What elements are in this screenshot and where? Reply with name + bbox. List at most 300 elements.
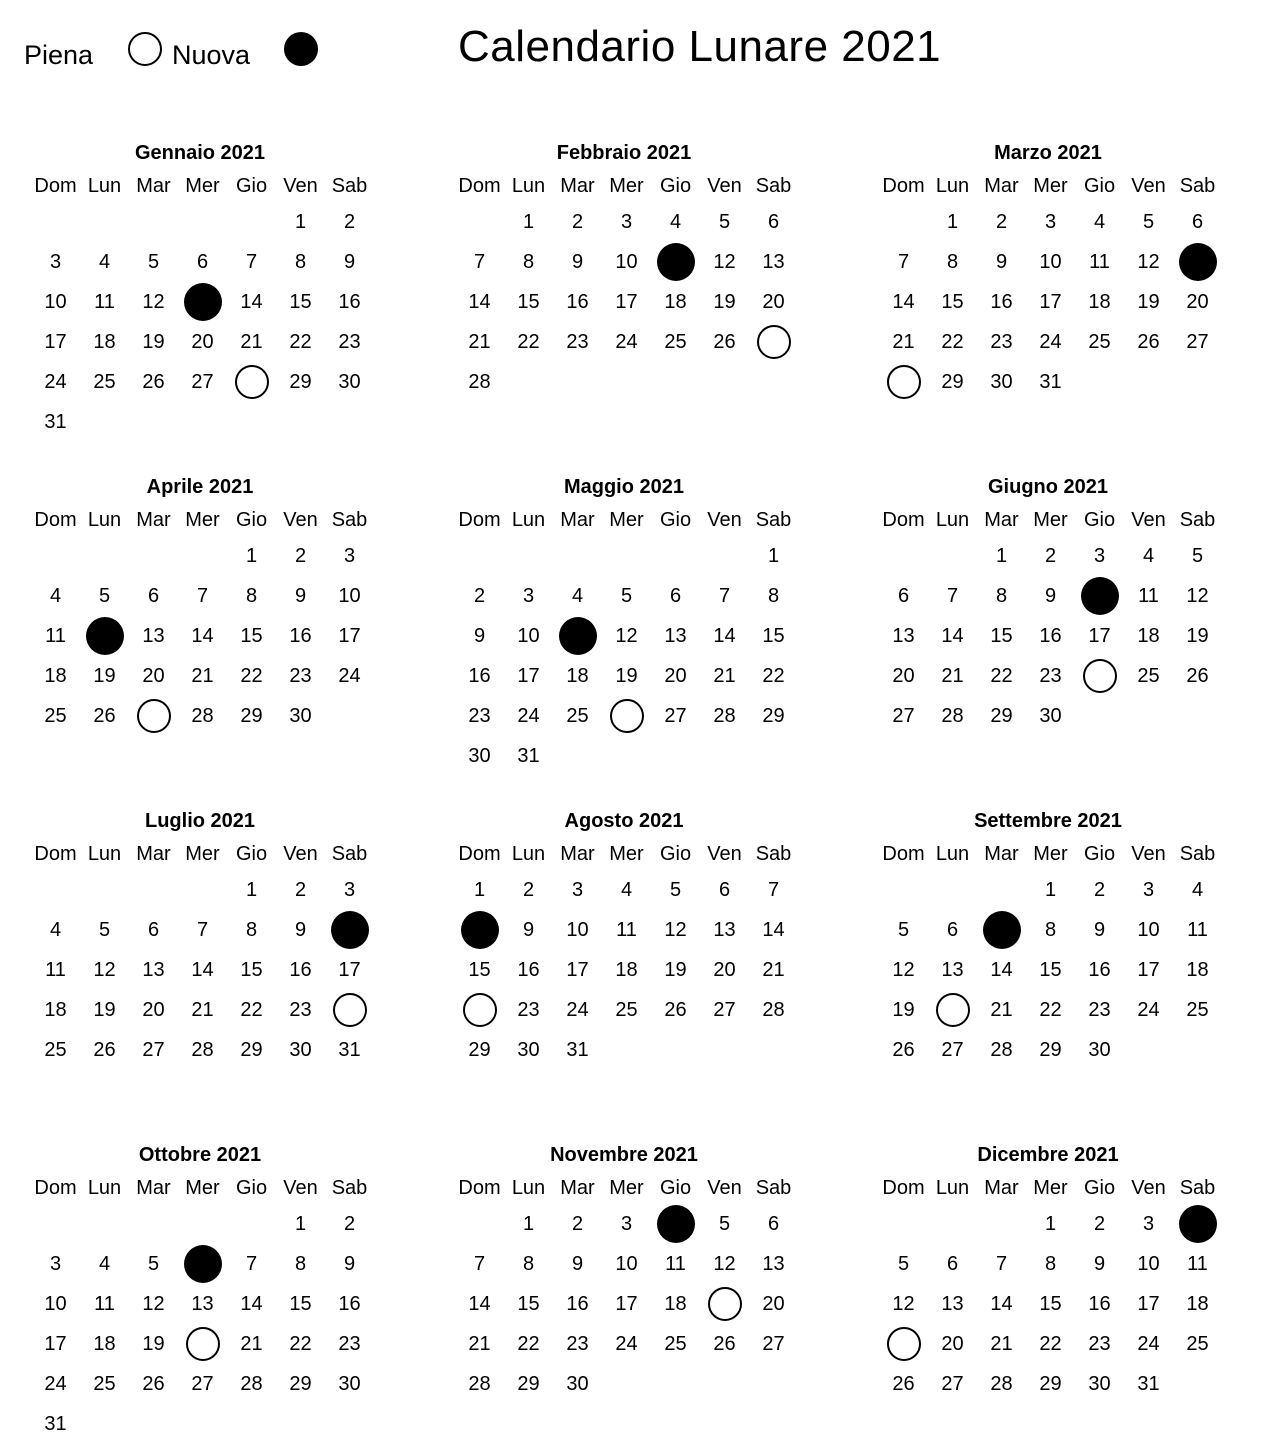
day-cell: 18 xyxy=(93,330,116,353)
weekday-header: Mar xyxy=(560,175,595,197)
day-cell: 1 xyxy=(522,1212,535,1235)
day-cell: 8 xyxy=(245,918,258,941)
weekday-header: Mer xyxy=(609,175,644,197)
day-cell: 10 xyxy=(1039,250,1062,273)
empty-day-cell xyxy=(880,1204,927,1244)
day-cell: 22 xyxy=(240,998,263,1021)
day-cell: 4 xyxy=(49,918,62,941)
day-cell: 12 xyxy=(664,918,687,941)
weekday-header: Ven xyxy=(283,175,318,197)
day-cell: 2 xyxy=(343,210,356,233)
day-cell: 9 xyxy=(294,918,307,941)
weekday-header: Mar xyxy=(560,1177,595,1199)
weekday-header: Sab xyxy=(331,1177,368,1199)
weekday-header: Sab xyxy=(331,509,368,531)
day-cell: 24 xyxy=(44,1372,67,1395)
day-cell: 16 xyxy=(1088,1292,1111,1315)
day-cell: 1 xyxy=(767,544,780,567)
day-cell: 30 xyxy=(517,1038,540,1061)
day-cell: 7 xyxy=(245,250,258,273)
day-cell: 14 xyxy=(191,958,214,981)
day-cell: 26 xyxy=(142,1372,165,1395)
day-cell: 31 xyxy=(338,1038,361,1061)
day-cell: 13 xyxy=(664,624,687,647)
day-cell: 17 xyxy=(1137,958,1160,981)
day-cell: 9 xyxy=(995,250,1008,273)
day-cell: 27 xyxy=(1186,330,1209,353)
weekday-header: Mar xyxy=(560,843,595,865)
day-cell: 26 xyxy=(892,1372,915,1395)
day-cell: 5 xyxy=(718,210,731,233)
day-cell-full-moon xyxy=(880,362,927,402)
day-cell: 16 xyxy=(517,958,540,981)
day-cell: 13 xyxy=(191,1292,214,1315)
day-cell: 3 xyxy=(620,1212,633,1235)
day-cell: 27 xyxy=(142,1038,165,1061)
day-cell: 12 xyxy=(93,958,116,981)
empty-day-cell xyxy=(179,536,226,576)
day-cell: 17 xyxy=(1137,1292,1160,1315)
day-cell: 1 xyxy=(1044,878,1057,901)
full-moon-icon xyxy=(235,365,269,399)
month-title: Luglio 2021 xyxy=(144,810,256,832)
day-cell: 15 xyxy=(517,290,540,313)
day-cell: 1 xyxy=(995,544,1008,567)
weekday-header: Sab xyxy=(1179,1177,1216,1199)
day-cell: 15 xyxy=(468,958,491,981)
weekday-header: Mar xyxy=(136,509,171,531)
day-cell: 15 xyxy=(762,624,785,647)
day-cell: 20 xyxy=(191,330,214,353)
weekday-header: Dom xyxy=(34,175,77,197)
weekday-header: Sab xyxy=(1179,843,1216,865)
day-cell: 20 xyxy=(762,1292,785,1315)
day-cell: 8 xyxy=(522,1252,535,1275)
day-cell: 18 xyxy=(44,664,67,687)
full-moon-icon xyxy=(757,325,791,359)
day-cell: 30 xyxy=(1039,704,1062,727)
day-cell: 30 xyxy=(1088,1372,1111,1395)
day-cell: 23 xyxy=(338,330,361,353)
day-cell: 5 xyxy=(718,1212,731,1235)
month-block xyxy=(448,808,800,1070)
day-cell: 12 xyxy=(1186,584,1209,607)
day-cell: 6 xyxy=(147,584,160,607)
day-cell: 19 xyxy=(93,998,116,1021)
day-cell: 13 xyxy=(762,1252,785,1275)
day-cell: 4 xyxy=(571,584,584,607)
day-cell: 25 xyxy=(664,1332,687,1355)
weekday-header: Mer xyxy=(1033,1177,1068,1199)
empty-day-cell xyxy=(81,202,128,242)
day-cell: 11 xyxy=(1138,584,1159,607)
day-cell-full-moon xyxy=(750,322,797,362)
day-cell: 19 xyxy=(615,664,638,687)
full-moon-icon xyxy=(128,32,162,66)
day-cell: 29 xyxy=(240,704,263,727)
weekday-header: Dom xyxy=(882,843,925,865)
day-cell: 1 xyxy=(946,210,959,233)
full-moon-icon xyxy=(708,1287,742,1321)
weekday-header: Gio xyxy=(235,175,268,197)
month-days-grid xyxy=(880,170,1224,402)
day-cell: 26 xyxy=(1186,664,1209,687)
weekday-header: Mar xyxy=(560,509,595,531)
day-cell: 27 xyxy=(762,1332,785,1355)
weekday-header: Lun xyxy=(935,843,970,865)
day-cell: 8 xyxy=(245,584,258,607)
day-cell: 26 xyxy=(1137,330,1160,353)
day-cell: 5 xyxy=(1142,210,1155,233)
day-cell: 9 xyxy=(571,1252,584,1275)
day-cell: 9 xyxy=(473,624,486,647)
day-cell: 15 xyxy=(289,290,312,313)
day-cell: 21 xyxy=(990,998,1013,1021)
month-block xyxy=(872,474,1224,736)
day-cell-full-moon xyxy=(326,990,373,1030)
empty-day-cell xyxy=(32,870,79,910)
day-cell: 1 xyxy=(245,544,258,567)
day-cell: 21 xyxy=(240,1332,263,1355)
weekday-header: Dom xyxy=(882,175,925,197)
day-cell-full-moon xyxy=(701,1284,748,1324)
day-cell: 17 xyxy=(1088,624,1111,647)
new-moon-icon xyxy=(559,617,597,655)
weekday-header: Lun xyxy=(511,843,546,865)
weekday-header: Gio xyxy=(235,509,268,531)
weekday-header: Dom xyxy=(458,1177,501,1199)
empty-day-cell xyxy=(130,870,177,910)
day-cell: 5 xyxy=(669,878,682,901)
empty-day-cell xyxy=(130,536,177,576)
day-cell: 9 xyxy=(294,584,307,607)
day-cell: 5 xyxy=(897,1252,910,1275)
day-cell: 16 xyxy=(289,624,312,647)
weekday-header: Gio xyxy=(235,843,268,865)
weekday-header: Dom xyxy=(882,1177,925,1199)
weekday-header: Mar xyxy=(984,843,1019,865)
day-cell: 20 xyxy=(1186,290,1209,313)
day-cell: 30 xyxy=(1088,1038,1111,1061)
month-days-grid xyxy=(32,504,376,736)
month-days-grid xyxy=(456,504,800,776)
empty-day-cell xyxy=(179,870,226,910)
day-cell: 10 xyxy=(1137,1252,1160,1275)
weekday-header: Gio xyxy=(659,1177,692,1199)
day-cell: 31 xyxy=(44,1412,67,1435)
empty-day-cell xyxy=(32,202,79,242)
day-cell: 26 xyxy=(713,330,736,353)
day-cell: 11 xyxy=(665,1252,686,1275)
day-cell: 31 xyxy=(517,744,540,767)
month-days-grid xyxy=(880,1172,1224,1404)
day-cell-new-moon xyxy=(326,910,373,950)
day-cell: 20 xyxy=(941,1332,964,1355)
day-cell: 17 xyxy=(44,330,67,353)
day-cell-new-moon xyxy=(1174,242,1221,282)
day-cell: 2 xyxy=(1093,878,1106,901)
day-cell: 14 xyxy=(990,1292,1013,1315)
weekday-header: Ven xyxy=(707,1177,742,1199)
day-cell: 9 xyxy=(571,250,584,273)
day-cell: 1 xyxy=(245,878,258,901)
month-title: Febbraio 2021 xyxy=(556,142,692,164)
day-cell: 3 xyxy=(522,584,535,607)
new-moon-icon xyxy=(184,283,222,321)
day-cell: 6 xyxy=(718,878,731,901)
weekday-header: Mer xyxy=(1033,843,1068,865)
day-cell: 2 xyxy=(1093,1212,1106,1235)
weekday-header: Mer xyxy=(1033,175,1068,197)
day-cell: 24 xyxy=(1039,330,1062,353)
day-cell: 27 xyxy=(892,704,915,727)
day-cell: 24 xyxy=(44,370,67,393)
day-cell-full-moon xyxy=(929,990,976,1030)
day-cell: 16 xyxy=(338,1292,361,1315)
day-cell: 16 xyxy=(1088,958,1111,981)
weekday-header: Sab xyxy=(755,175,792,197)
day-cell: 22 xyxy=(1039,1332,1062,1355)
day-cell: 12 xyxy=(1137,250,1160,273)
day-cell: 25 xyxy=(615,998,638,1021)
day-cell: 2 xyxy=(571,210,584,233)
day-cell: 12 xyxy=(713,250,736,273)
day-cell: 28 xyxy=(191,704,214,727)
weekday-header: Ven xyxy=(1131,175,1166,197)
day-cell: 27 xyxy=(941,1372,964,1395)
empty-day-cell xyxy=(32,1204,79,1244)
day-cell: 22 xyxy=(762,664,785,687)
day-cell: 14 xyxy=(990,958,1013,981)
month-days-grid xyxy=(456,1172,800,1404)
empty-day-cell xyxy=(505,536,552,576)
weekday-header: Sab xyxy=(755,843,792,865)
day-cell-full-moon xyxy=(603,696,650,736)
day-cell-new-moon xyxy=(652,1204,699,1244)
day-cell: 18 xyxy=(44,998,67,1021)
day-cell: 16 xyxy=(566,290,589,313)
day-cell: 1 xyxy=(294,210,307,233)
weekday-header: Ven xyxy=(283,843,318,865)
day-cell: 12 xyxy=(615,624,638,647)
day-cell: 6 xyxy=(669,584,682,607)
day-cell: 2 xyxy=(343,1212,356,1235)
weekday-header: Lun xyxy=(511,509,546,531)
day-cell: 28 xyxy=(762,998,785,1021)
day-cell: 10 xyxy=(338,584,361,607)
month-title: Ottobre 2021 xyxy=(138,1144,262,1166)
new-moon-icon xyxy=(1081,577,1119,615)
weekday-header: Mar xyxy=(984,1177,1019,1199)
day-cell: 29 xyxy=(990,704,1013,727)
day-cell: 22 xyxy=(941,330,964,353)
day-cell: 4 xyxy=(1191,878,1204,901)
month-block xyxy=(24,140,376,442)
weekday-header: Lun xyxy=(935,509,970,531)
empty-day-cell xyxy=(130,202,177,242)
weekday-header: Dom xyxy=(458,175,501,197)
day-cell: 8 xyxy=(995,584,1008,607)
full-moon-icon xyxy=(887,1327,921,1361)
weekday-header: Dom xyxy=(34,1177,77,1199)
new-moon-icon xyxy=(86,617,124,655)
day-cell: 19 xyxy=(1137,290,1160,313)
day-cell-new-moon xyxy=(652,242,699,282)
month-days-grid xyxy=(456,838,800,1070)
new-moon-icon xyxy=(1179,1205,1217,1243)
empty-day-cell xyxy=(81,536,128,576)
day-cell: 7 xyxy=(245,1252,258,1275)
weekday-header: Ven xyxy=(1131,509,1166,531)
day-cell: 22 xyxy=(517,330,540,353)
day-cell: 5 xyxy=(147,250,160,273)
month-days-grid xyxy=(456,170,800,402)
day-cell: 31 xyxy=(1039,370,1062,393)
day-cell: 19 xyxy=(713,290,736,313)
day-cell: 15 xyxy=(1039,1292,1062,1315)
day-cell: 28 xyxy=(941,704,964,727)
day-cell: 4 xyxy=(98,250,111,273)
month-block xyxy=(24,808,376,1070)
day-cell: 11 xyxy=(94,1292,115,1315)
day-cell: 25 xyxy=(1186,1332,1209,1355)
day-cell: 27 xyxy=(191,1372,214,1395)
day-cell: 11 xyxy=(616,918,637,941)
day-cell: 6 xyxy=(196,250,209,273)
day-cell: 27 xyxy=(713,998,736,1021)
weekday-header: Gio xyxy=(659,843,692,865)
day-cell: 25 xyxy=(1186,998,1209,1021)
day-cell: 14 xyxy=(941,624,964,647)
day-cell: 3 xyxy=(1142,1212,1155,1235)
month-days-grid xyxy=(32,838,376,1070)
day-cell: 2 xyxy=(995,210,1008,233)
weekday-header: Dom xyxy=(882,509,925,531)
day-cell: 12 xyxy=(142,290,165,313)
weekday-header: Mer xyxy=(609,509,644,531)
day-cell: 29 xyxy=(1039,1372,1062,1395)
day-cell: 4 xyxy=(620,878,633,901)
day-cell: 29 xyxy=(240,1038,263,1061)
day-cell: 13 xyxy=(142,958,165,981)
day-cell: 6 xyxy=(897,584,910,607)
day-cell: 28 xyxy=(468,370,491,393)
day-cell: 8 xyxy=(1044,1252,1057,1275)
weekday-header: Dom xyxy=(458,843,501,865)
month-title: Maggio 2021 xyxy=(563,476,685,498)
day-cell: 11 xyxy=(45,958,66,981)
day-cell: 5 xyxy=(897,918,910,941)
day-cell: 31 xyxy=(566,1038,589,1061)
new-moon-icon xyxy=(184,1245,222,1283)
day-cell: 15 xyxy=(941,290,964,313)
day-cell: 5 xyxy=(98,584,111,607)
day-cell: 4 xyxy=(1093,210,1106,233)
day-cell: 25 xyxy=(44,1038,67,1061)
full-moon-icon xyxy=(463,993,497,1027)
day-cell: 3 xyxy=(343,878,356,901)
day-cell: 8 xyxy=(946,250,959,273)
empty-day-cell xyxy=(880,536,927,576)
day-cell: 7 xyxy=(473,1252,486,1275)
empty-day-cell xyxy=(81,1204,128,1244)
day-cell: 18 xyxy=(1186,958,1209,981)
month-days-grid xyxy=(880,838,1224,1070)
day-cell: 21 xyxy=(941,664,964,687)
weekday-header: Gio xyxy=(1083,843,1116,865)
day-cell: 19 xyxy=(664,958,687,981)
day-cell: 10 xyxy=(517,624,540,647)
weekday-header: Lun xyxy=(935,175,970,197)
day-cell: 7 xyxy=(718,584,731,607)
day-cell: 21 xyxy=(990,1332,1013,1355)
day-cell: 7 xyxy=(196,584,209,607)
weekday-header: Lun xyxy=(511,175,546,197)
day-cell: 20 xyxy=(892,664,915,687)
day-cell: 9 xyxy=(1093,918,1106,941)
day-cell: 26 xyxy=(93,704,116,727)
day-cell: 21 xyxy=(892,330,915,353)
day-cell: 20 xyxy=(142,998,165,1021)
empty-day-cell xyxy=(179,1204,226,1244)
day-cell: 15 xyxy=(240,624,263,647)
day-cell: 8 xyxy=(294,250,307,273)
day-cell: 2 xyxy=(294,544,307,567)
weekday-header: Gio xyxy=(235,1177,268,1199)
day-cell: 22 xyxy=(517,1332,540,1355)
day-cell: 13 xyxy=(762,250,785,273)
day-cell: 28 xyxy=(191,1038,214,1061)
day-cell: 18 xyxy=(566,664,589,687)
weekday-header: Mer xyxy=(609,843,644,865)
day-cell: 21 xyxy=(762,958,785,981)
day-cell: 27 xyxy=(191,370,214,393)
weekday-header: Mar xyxy=(984,509,1019,531)
day-cell: 29 xyxy=(289,370,312,393)
day-cell: 15 xyxy=(240,958,263,981)
day-cell: 5 xyxy=(620,584,633,607)
day-cell: 23 xyxy=(566,1332,589,1355)
day-cell: 24 xyxy=(566,998,589,1021)
month-days-grid xyxy=(32,1172,376,1444)
empty-day-cell xyxy=(929,1204,976,1244)
day-cell: 27 xyxy=(941,1038,964,1061)
day-cell: 2 xyxy=(1044,544,1057,567)
day-cell: 1 xyxy=(1044,1212,1057,1235)
weekday-header: Mer xyxy=(185,843,220,865)
month-block xyxy=(872,140,1224,402)
day-cell: 25 xyxy=(566,704,589,727)
day-cell-new-moon xyxy=(554,616,601,656)
day-cell: 23 xyxy=(338,1332,361,1355)
day-cell: 26 xyxy=(892,1038,915,1061)
empty-day-cell xyxy=(978,1204,1025,1244)
day-cell: 29 xyxy=(1039,1038,1062,1061)
weekday-header: Mer xyxy=(609,1177,644,1199)
weekday-header: Lun xyxy=(511,1177,546,1199)
day-cell-full-moon xyxy=(1076,656,1123,696)
day-cell: 15 xyxy=(990,624,1013,647)
empty-day-cell xyxy=(652,536,699,576)
month-title: Novembre 2021 xyxy=(550,1144,698,1166)
day-cell: 6 xyxy=(767,210,780,233)
new-moon-icon xyxy=(331,911,369,949)
empty-day-cell xyxy=(880,202,927,242)
month-days-grid xyxy=(32,170,376,442)
day-cell: 14 xyxy=(191,624,214,647)
day-cell: 11 xyxy=(1187,918,1208,941)
day-cell: 23 xyxy=(1039,664,1062,687)
